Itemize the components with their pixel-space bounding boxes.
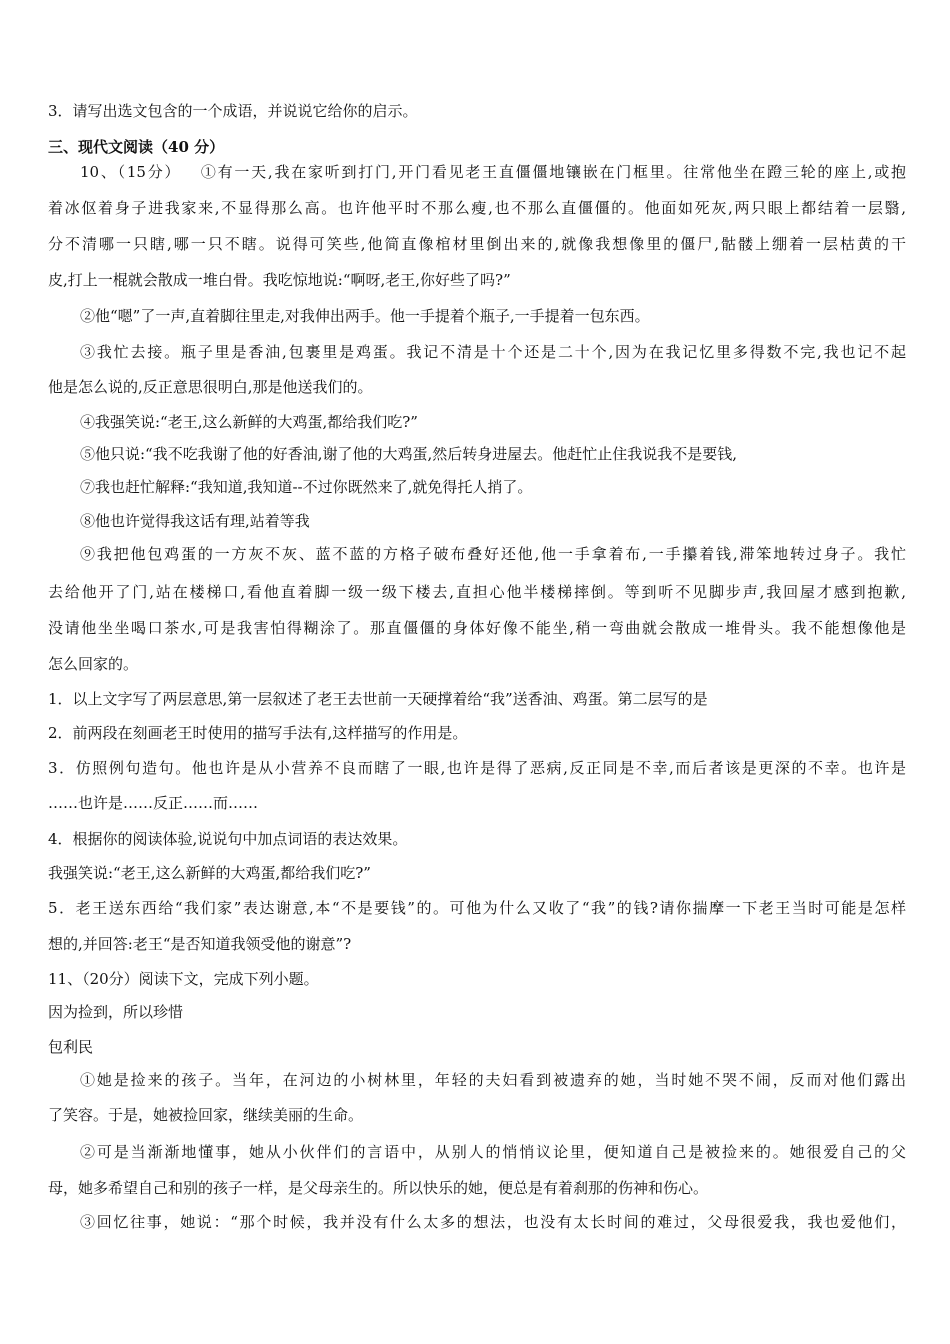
q11-paragraph-1-line-1: ①她是捡来的孩子。当年，在河边的小树林里，年轻的夫妇看到被遗弃的她，当时她不哭不闹，反而对他们露出 xyxy=(80,1071,906,1089)
section-title: 三、现代文阅读（40 分） xyxy=(48,138,225,156)
q10-paragraph-4: ④我强笑说:“老王,这么新鲜的大鸡蛋,都给我们吃?” xyxy=(80,413,418,431)
q10-paragraph-8: ⑧他也许觉得我这话有理,站着等我 xyxy=(80,512,310,530)
q10-paragraph-3-line-1: ③我忙去接。瓶子里是香油,包裹里是鸡蛋。我记不清是十个还是二十个,因为在我记忆里多得数不完,我也记不起 xyxy=(80,343,906,361)
q10-paragraph-9-line-1: ⑨我把他包鸡蛋的一方灰不灰、蓝不蓝的方格子破布叠好还他,他一手拿着布,一手攥着钱,滞笨地转过身子。我忙 xyxy=(80,545,906,563)
q10-paragraph-9-line-2: 去给他开了门,站在楼梯口,看他直着脚一级一级下楼去,直担心他半楼梯摔倒。等到听不见脚步声,我回屋才感到抱歉, xyxy=(48,583,906,601)
q11-paragraph-1-line-2: 了笑容。于是，她被捡回家，继续美丽的生命。 xyxy=(48,1106,364,1124)
q10-paragraph-7: ⑦我也赶忙解释:“我知道,我知道--不过你既然来了,就免得托人捎了。 xyxy=(80,478,533,496)
q11-paragraph-2-line-1: ②可是当渐渐地懂事，她从小伙伴们的言语中，从别人的悄悄议论里，便知道自己是被捡来的。她很爱自己的父 xyxy=(80,1143,906,1161)
q10-paragraph-1-line-3: 分不清哪一只瞎,哪一只不瞎。说得可笑些,他简直像棺材里倒出来的,就像我想像里的僵尸,骷髅上绷着一层枯黄的干 xyxy=(48,235,906,253)
q10-paragraph-1-line-4: 皮,打上一棍就会散成一堆白骨。我吃惊地说:“啊呀,老王,你好些了吗?” xyxy=(48,271,511,289)
q10-question-1: 1．以上文字写了两层意思,第一层叙述了老王去世前一天硬撑着给“我”送香油、鸡蛋。第二层写的是 xyxy=(48,690,708,708)
q10-paragraph-9-line-3: 没请他坐坐喝口茶水,可是我害怕得糊涂了。那直僵僵的身体好像不能坐,稍一弯曲就会散成一堆骨头。我不能想像他是 xyxy=(48,619,906,637)
q10-question-5-line-1: 5．老王送东西给“我们家”表达谢意,本“不是要钱”的。可他为什么又收了“我”的钱?请你揣摩一下老王当时可能是怎样 xyxy=(48,899,906,917)
q10-question-4: 4．根据你的阅读体验,说说句中加点词语的表达效果。 xyxy=(48,830,408,848)
q11-article-title: 因为捡到，所以珍惜 xyxy=(48,1003,184,1021)
q10-question-3-line-2: ……也许是……反正……而…… xyxy=(48,794,259,812)
q10-question-3-line-1: 3．仿照例句造句。他也许是从小营养不良而瞎了一眼,也许是得了恶病,反正同是不幸,而后者该是更深的不幸。也许是 xyxy=(48,759,906,777)
q10-p1-text: ①有一天,我在家听到打门,开门看见老王直僵僵地镶嵌在门框里。往常他坐在蹬三轮的座上,或抱 xyxy=(200,163,907,181)
q10-paragraph-1-line-2: 着冰伛着身子进我家来,不显得那么高。也许他平时不那么瘦,也不那么直僵僵的。他面如死灰,两只眼上都结着一层翳, xyxy=(48,199,906,217)
q10-paragraph-2: ②他“嗯”了一声,直着脚往里走,对我伸出两手。他一手提着个瓶子,一手提着一包东西。 xyxy=(80,307,650,325)
q11-header: 11、（20分）阅读下文，完成下列小题。 xyxy=(48,970,319,988)
q10-question-2: 2．前两段在刻画老王时使用的描写手法有,这样描写的作用是。 xyxy=(48,724,468,742)
q10-paragraph-3-line-2: 他是怎么说的,反正意思很明白,那是他送我们的。 xyxy=(48,378,373,396)
q11-article-author: 包利民 xyxy=(48,1038,94,1056)
q10-paragraph-5: ⑤他只说:“我不吃我谢了他的好香油,谢了他的大鸡蛋,然后转身进屋去。他赶忙止住我说我不是要钱, xyxy=(80,445,738,463)
q10-question-5-line-2: 想的,并回答:老王“是否知道我领受他的谢意”? xyxy=(48,935,352,953)
q10-question-4-quote: 我强笑说:“老王,这么新鲜的大鸡蛋,都给我们吃?” xyxy=(48,864,371,882)
q10-header: 10、（15分） xyxy=(80,163,182,181)
q11-paragraph-2-line-2: 母，她多希望自己和别的孩子一样，是父母亲生的。所以快乐的她，便总是有着刹那的伤神和伤心。 xyxy=(48,1179,709,1197)
q10-paragraph-1-line-1 xyxy=(80,162,906,182)
q11-paragraph-3-line-1: ③回忆往事，她说：“那个时候，我并没有什么太多的想法，也没有太长时间的难过，父母很爱我，我也爱他们， xyxy=(80,1213,906,1231)
prev-question-3: 3．请写出选文包含的一个成语，并说说它给你的启示。 xyxy=(48,102,418,120)
q10-paragraph-9-line-4: 怎么回家的。 xyxy=(48,655,139,673)
